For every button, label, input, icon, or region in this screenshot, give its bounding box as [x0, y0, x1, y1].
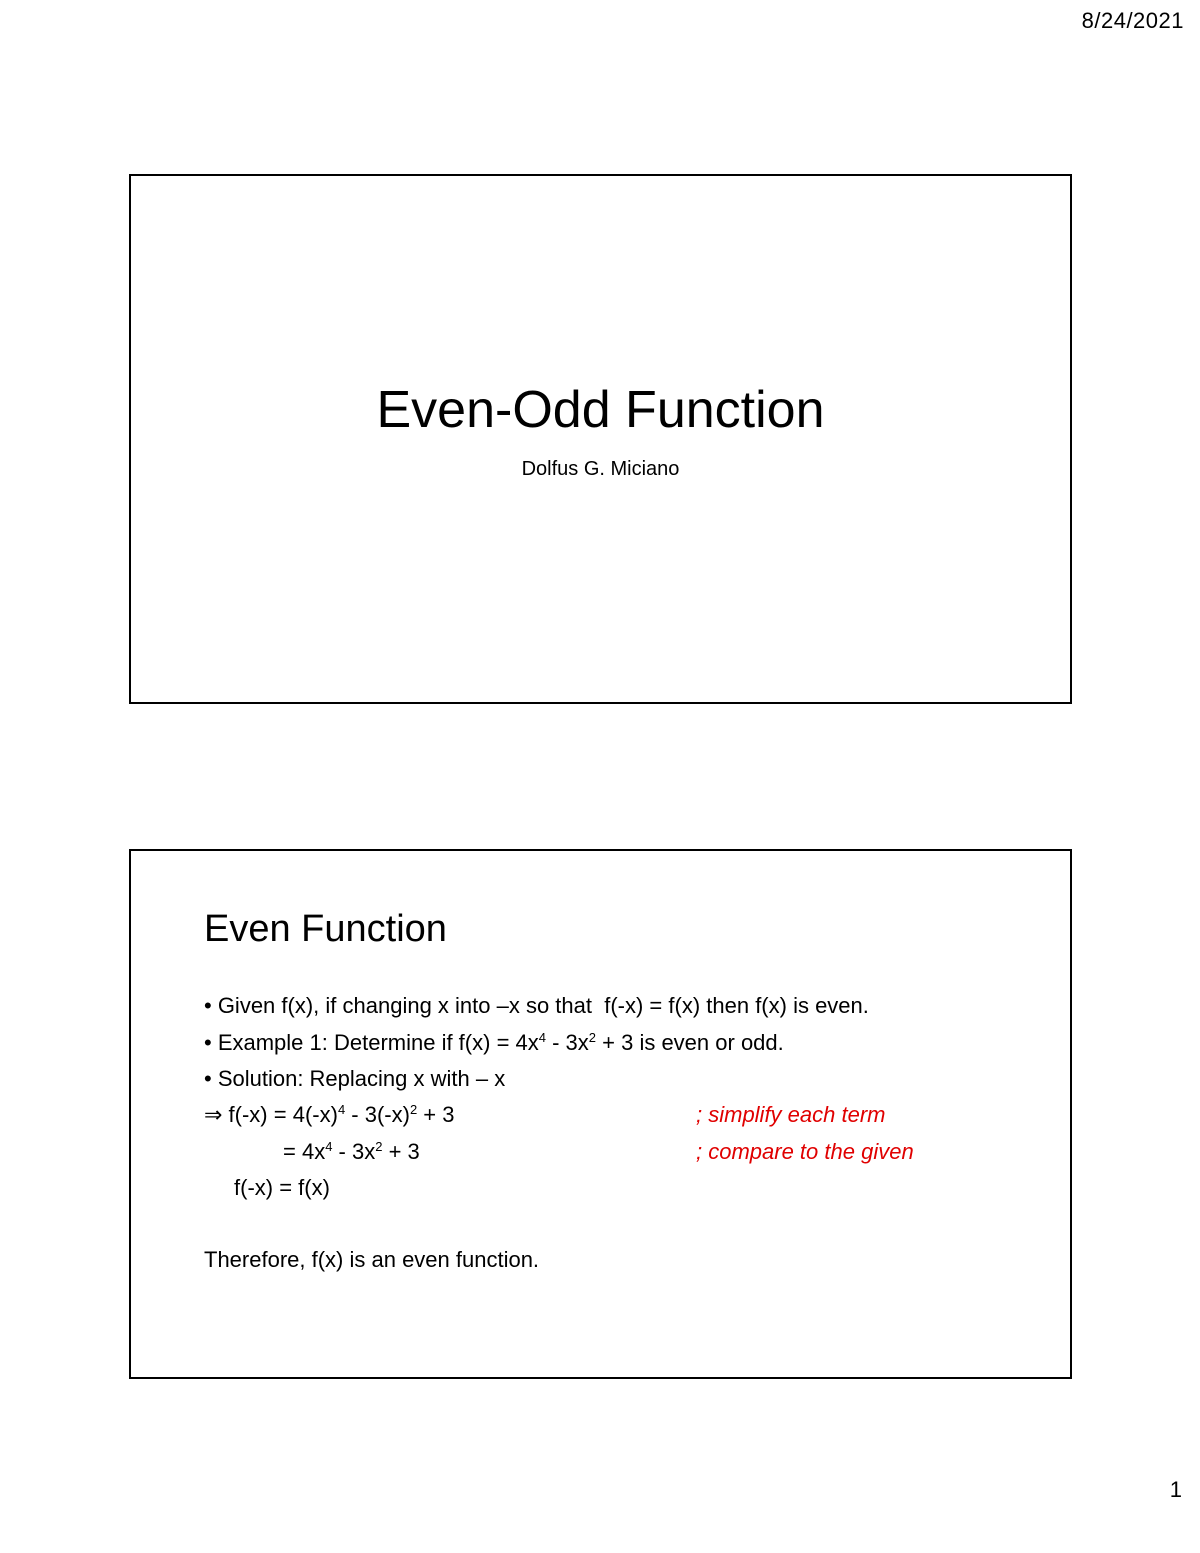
bullet-solution: • Solution: Replacing x with – x: [204, 1066, 506, 1091]
example-text-part1: • Example 1: Determine if f(x) = 4x: [204, 1030, 539, 1055]
slide-title: Even-Odd Function: [376, 381, 825, 439]
example-exponent-1: 4: [538, 1030, 546, 1046]
example-exponent-2: 2: [588, 1030, 597, 1046]
step1-part2: - 3(-x): [345, 1102, 410, 1127]
page-date: 8/24/2021: [1081, 8, 1184, 33]
solution-step-2: [283, 1137, 420, 1167]
step1-exponent-2: 2: [409, 1102, 418, 1118]
bullet-definition: • Given f(x), if changing x into –x so that f(-x) = f(x) then f(x) is even.: [204, 993, 869, 1018]
solution-step-1: [204, 1100, 454, 1130]
title-slide: [129, 174, 1072, 704]
step1-part3: + 3: [417, 1102, 455, 1127]
step2-part2: - 3x: [332, 1139, 376, 1164]
conclusion-text: Therefore, f(x) is an even function.: [204, 1247, 540, 1272]
step2-exponent-1: 4: [325, 1139, 333, 1155]
step1-part1: ⇒ f(-x) = 4(-x): [204, 1102, 338, 1127]
solution-step-3: f(-x) = f(x): [234, 1175, 330, 1200]
example-text-part2: - 3x: [546, 1030, 589, 1055]
note-compare: ; compare to the given: [696, 1139, 914, 1164]
note-simplify: ; simplify each term: [696, 1102, 886, 1127]
step2-part3: + 3: [382, 1139, 420, 1164]
slide-heading: Even Function: [204, 908, 447, 950]
slide-author: Dolfus G. Miciano: [521, 458, 680, 480]
step1-exponent-1: 4: [337, 1102, 346, 1118]
even-function-slide: [129, 849, 1072, 1379]
example-text-part3: + 3 is even or odd.: [596, 1030, 784, 1055]
page-number: 1: [1169, 1477, 1182, 1502]
step2-exponent-2: 2: [375, 1139, 383, 1155]
bullet-example: [204, 1028, 784, 1058]
step2-part1: = 4x: [283, 1139, 326, 1164]
